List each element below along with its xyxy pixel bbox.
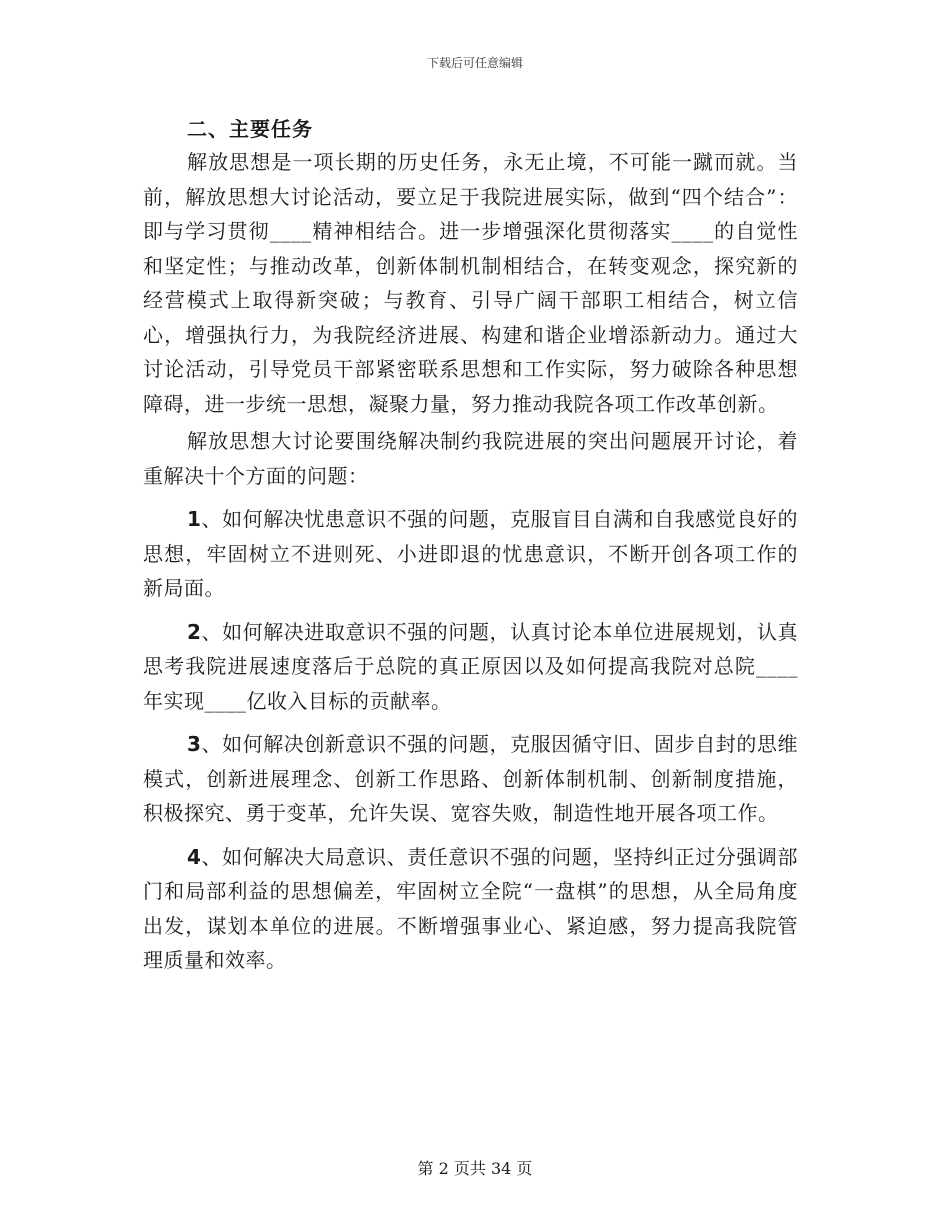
list-item-text: 、如何解决进取意识不强的问题，认真讨论本单位进展规划，认真思考我院进展速度落后于总院的真正原因以及如何提高我院对总院____年实现____亿收入目标的贡献率。 bbox=[143, 619, 798, 713]
paragraph-intro: 解放思想是一项长期的历史任务，永无止境，不可能一蹴而就。当前，解放思想大讨论活动，要立足于我院进展实际，做到“四个结合”：即与学习贯彻____精神相结合。进一步增强深化贯彻落实____的自觉性和坚定性；与推动改革，创新体制机制相结合，在转变观念，探究新的经营模式上取得新突破；与教育、引导广阔干部职工相结合，树立信心，增强执行力，为我院经济进展、构建和谐企业增添新动力。通过大讨论活动，引导党员干部紧密联系思想和工作实际，努力破除各种思想障碍，进一步统一思想，凝聚力量，努力推动我院各项工作改革创新。 bbox=[143, 150, 798, 416]
list-item-4 bbox=[143, 840, 798, 978]
document-body bbox=[143, 145, 798, 978]
list-item-2 bbox=[143, 615, 798, 719]
page-header-note: 下载后可任意编辑 bbox=[426, 56, 523, 70]
list-item-number: 3 bbox=[187, 732, 202, 756]
list-item-number: 4 bbox=[187, 844, 202, 869]
list-item-text: 、如何解决创新意识不强的问题，克服因循守旧、固步自封的思维模式，创新进展理念、创新工作思路、创新体制机制、创新制度措施，积极探究、勇于变革，允许失误、宽容失败，制造性地开展各项工作。 bbox=[143, 732, 798, 825]
list-item-text: 、如何解决忧患意识不强的问题，克服盲目自满和自我感觉良好的思想，牢固树立不进则死、小进即退的忧患意识，不断开创各项工作的新局面。 bbox=[143, 507, 798, 600]
list-item-number: 1 bbox=[187, 507, 202, 531]
page-number: 第 2 页共 34 页 bbox=[417, 1159, 533, 1178]
list-item-text: 、如何解决大局意识、责任意识不强的问题，坚持纠正过分强调部门和局部利益的思想偏差，牢固树立全院“一盘棋”的思想，从全局角度出发，谋划本单位的进展。不断增强事业心、紧迫感，努力提高我院管理质量和效率。 bbox=[143, 844, 798, 972]
list-item-number: 2 bbox=[187, 619, 202, 644]
list-item-3 bbox=[143, 727, 798, 831]
paragraph-discussion: 解放思想大讨论要围绕解决制约我院进展的突出问题展开讨论，着重解决十个方面的问题： bbox=[143, 429, 798, 488]
section-heading: 二、主要任务 bbox=[187, 117, 313, 141]
list-item-1 bbox=[143, 502, 798, 606]
